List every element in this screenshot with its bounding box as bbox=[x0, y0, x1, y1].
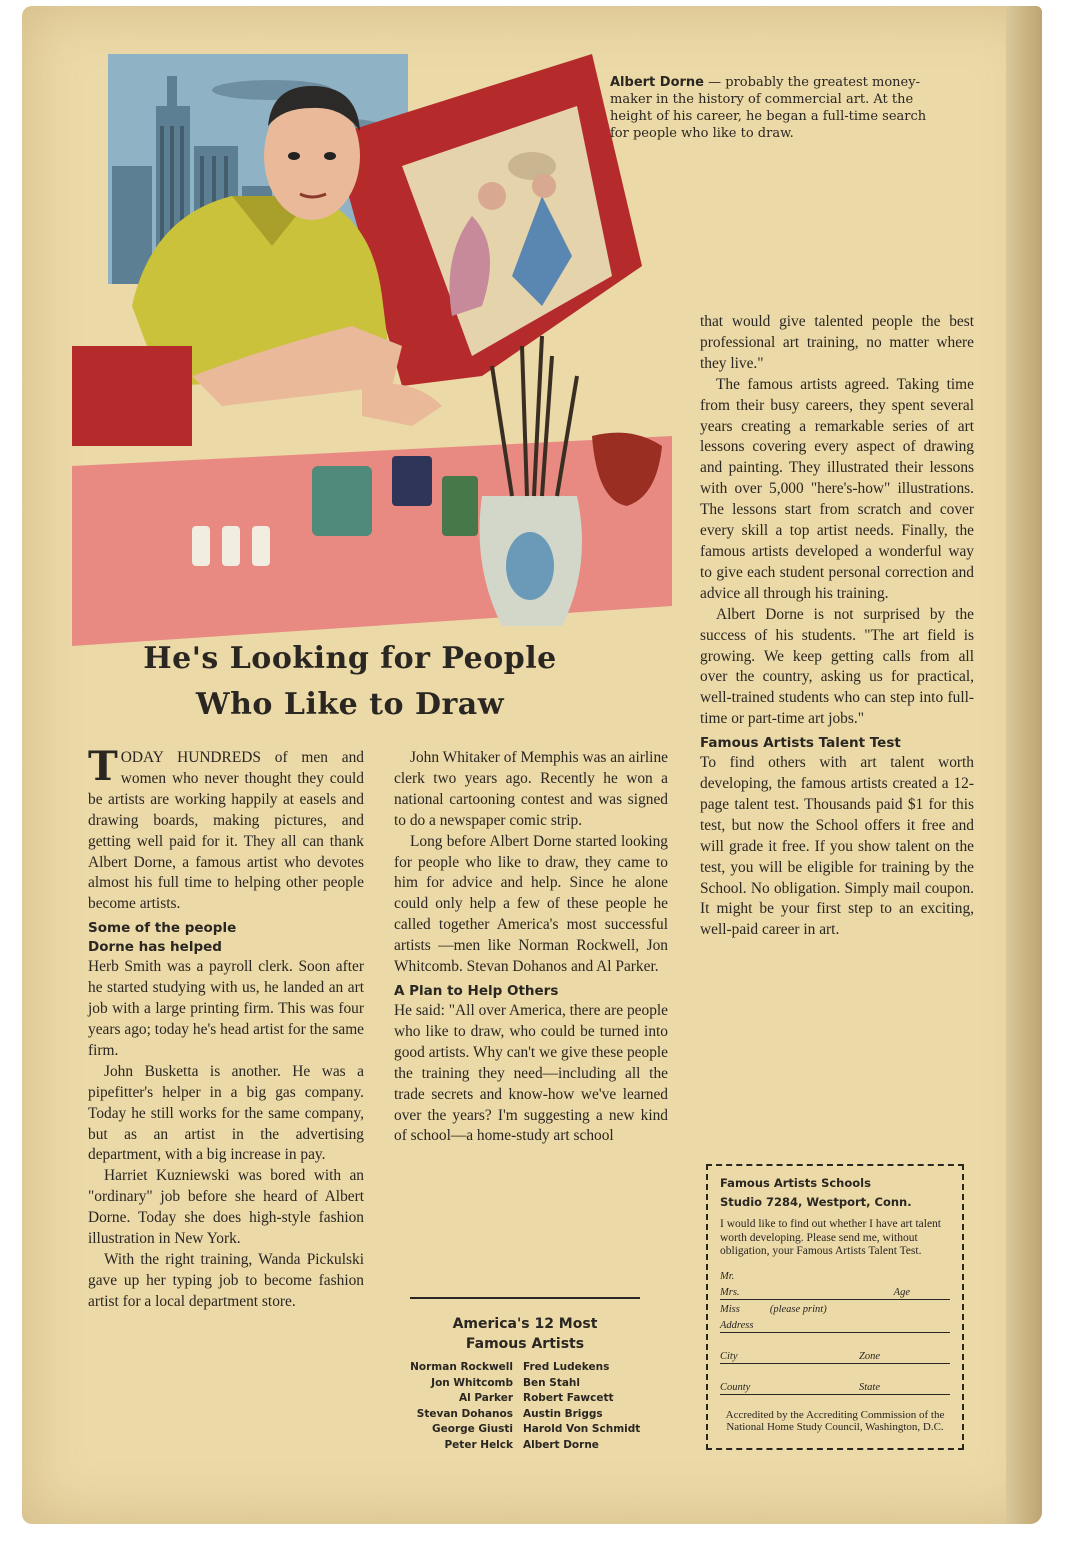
article-column-1 bbox=[88, 743, 364, 1313]
paragraph: With the right training, Wanda Pickulski gave up her typing job to become fashion artist for a local department store. bbox=[88, 1250, 364, 1310]
coupon-text: I would like to find out whether I have art talent worth developing. Please send me, without obligation, your Famous Artists Talent Test. bbox=[720, 1218, 941, 1257]
artist-illustration bbox=[72, 46, 672, 646]
paragraph: John Whitaker of Memphis was an airline clerk two years ago. Recently he won a national cartooning contest and was signed to do a newspaper comic strip. bbox=[394, 749, 668, 829]
paragraph: of men and women who never thought they could be artists are working happily at easels and drawing boards, making pictures, and getting well paid for it. They all can thank Albert Dorne, a famous artist who devotes almost his full time to helping other people become artists. bbox=[88, 749, 364, 913]
address-field[interactable]: Address bbox=[720, 1320, 950, 1333]
artist-row: Peter Helck Albert Dorne bbox=[444, 1438, 599, 1451]
paragraph: Herb Smith was a payroll clerk. Soon after he started studying with us, he landed an art job with a large printing firm. This was four years ago; today he's head artist for the same firm. bbox=[88, 958, 364, 1059]
artist-row: Jon Whitcomb Ben Stahl bbox=[431, 1376, 580, 1389]
paragraph: Harriet Kuzniewski was bored with an "ordinary" job before she heard of Albert Dorne. Today she does high-style fashion illustration in New York. bbox=[88, 1167, 364, 1248]
artist-row: Al Parker Robert Fawcett bbox=[458, 1392, 614, 1405]
page-spine-edge bbox=[1006, 6, 1042, 1524]
mr-label: Mr. bbox=[720, 1270, 735, 1282]
artists-list bbox=[383, 1360, 673, 1454]
article-column-3 bbox=[700, 312, 974, 941]
subhead: Famous Artists Talent Test bbox=[700, 735, 901, 752]
lead-caps: ODAY HUNDREDS bbox=[120, 749, 261, 766]
subhead: A Plan to Help Others bbox=[394, 982, 559, 999]
artist-row: Norman Rockwell Fred Ludekens bbox=[410, 1361, 610, 1373]
article-column-2 bbox=[394, 748, 668, 1147]
caption-name: Albert Dorne bbox=[610, 75, 704, 90]
drop-cap: T bbox=[88, 743, 118, 790]
county-state-field[interactable]: County State bbox=[720, 1382, 950, 1395]
illustration-caption bbox=[610, 74, 940, 142]
name-field[interactable]: Mrs. Age bbox=[720, 1287, 950, 1300]
caption-text: — probably the greatest money-maker in the history of commercial art. At the height of his career, he began a full-time search for people who like to draw. bbox=[610, 75, 927, 141]
miss-label: Miss (please print) bbox=[720, 1303, 827, 1315]
paragraph: To find others with art talent worth developing, the famous artists created a 12-page talent test. Thousands paid $1 for this test, but now the School offers it free and will grade it free. If you show talent on the test, you will be eligible for training by the School. No obligation. Simply mail coupon. It might be your first step to an exciting, well-paid career in art. bbox=[700, 754, 974, 939]
headline-line-1: He's Looking for People bbox=[143, 641, 557, 676]
paragraph: Long before Albert Dorne started looking for people who like to draw, they came to him for advice and help. Since he alone could only help a few of these people he called together America's most successful artists —men like Norman Rockwell, Jon Whitcomb. Stevan Dohanos and Al Parker. bbox=[394, 832, 668, 976]
paragraph: He said: "All over America, there are people who like to draw, who could be turned into good artists. Why can't we give these people the training they need—including all the trade secrets and know-how we've learned over the years? I'm suggesting a new kind of school—a home-study art school bbox=[394, 1001, 668, 1145]
accreditation-note: Accredited by the Accrediting Commission of the National Home Study Council, Washington, D.C. bbox=[725, 1408, 945, 1433]
paragraph: The famous artists agreed. Taking time from their busy careers, they spent several years creating a remarkable series of art lessons covering every aspect of drawing and painting. They illustrated their lessons with over 5,000 "here's-how" illustrations. The lessons start from scratch and cover every skill a top artist needs. Finally, the famous artists developed a wonderful way to give each student personal correction and advice all through his training. bbox=[700, 375, 974, 602]
city-zone-field[interactable]: City Zone bbox=[720, 1351, 950, 1364]
coupon-title: Famous Artists Schools Studio 7284, Westport, Conn. bbox=[720, 1176, 912, 1209]
paragraph: John Busketta is another. He was a pipefitter's helper in a big gas company. Today he still works for the same company, but as an artist in the advertising department, with a big increase in pay. bbox=[88, 1062, 364, 1164]
divider bbox=[410, 1297, 640, 1299]
mail-coupon[interactable] bbox=[706, 1164, 964, 1450]
headline-line-2: Who Like to Draw bbox=[195, 687, 505, 722]
subhead: Some of the people Dorne has helped bbox=[88, 920, 237, 956]
paragraph: that would give talented people the best professional art training, no matter where they live." bbox=[700, 313, 974, 372]
page-headline bbox=[60, 636, 640, 728]
artist-row: Stevan Dohanos Austin Briggs bbox=[416, 1407, 603, 1420]
paragraph: Albert Dorne is not surprised by the success of his students. "The art field is growing. We keep getting calls from all over the country, asking us for practical, well-trained students who can step into full-time or part-time art jobs." bbox=[700, 605, 974, 728]
artist-row: George Giusti Harold Von Schmidt bbox=[432, 1423, 641, 1436]
artists-title: America's 12 Most Famous Artists bbox=[452, 1316, 598, 1352]
